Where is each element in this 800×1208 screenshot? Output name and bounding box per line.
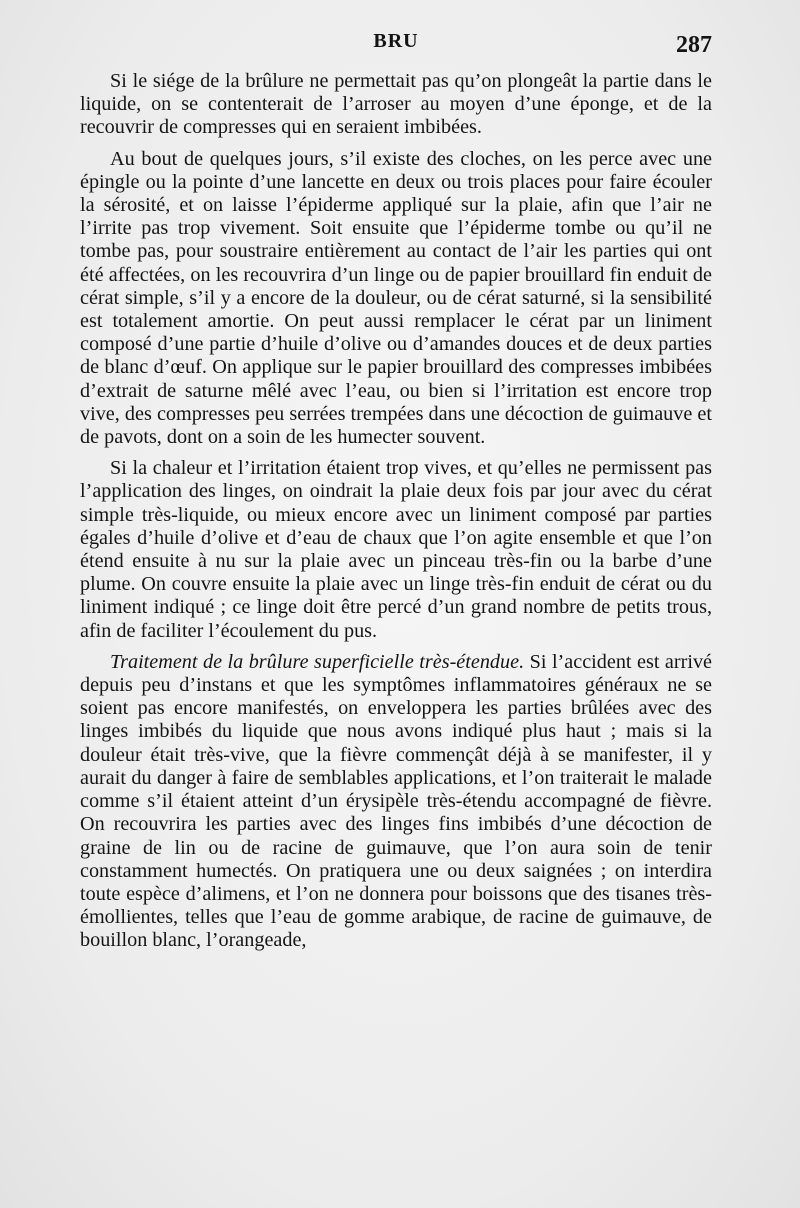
paragraph-irritation: Si la chaleur et l’irritation étaient trop vives, et qu’elles ne permissent pas l’application des linges, on oindrait la plaie deux fois par jour avec du cérat simple très-liquide, ou mieux encore avec un liniment composé par parties égales d’huile d’olive et d’eau de chaux que l’on agite ensemble et que l’on étend ensuite à nu sur la plaie avec un pinceau très-fin ou la barbe d’une plume. On couvre ensuite la plaie avec un linge très-fin enduit de cérat ou du liniment indiqué ; ce linge doit être percé d’un grand nombre de petits trous, afin de faciliter l’écoulement du pus. — [80, 457, 712, 642]
paragraph-traitement-text: Si l’accident est arrivé depuis peu d’instans et que les symptômes inflammatoires généraux ne se soient pas encore manifestés, on enveloppera les parties brûlées avec des linges imbibés du liquide que nous avons indiqué plus haut ; mais si la douleur était très-vive, que la fièvre commençât déjà à se manifester, il y aurait du danger à faire de semblables applications, et l’on traiterait le malade comme s’il étaient atteint d’un érysipèle très-étendu accompagné de fièvre. On recouvrira les parties avec des linges fins imbibés d’une décoction de graine de lin ou de racine de guimauve, que l’on aura soin de tenir constamment humectés. On pratiquera une ou deux saignées ; on interdira toute espèce d’alimens, et l’on ne donnera pour boissons que des tisanes très-émollientes, telles que l’eau de gomme arabique, de racine de guimauve, de bouillon blanc, l’orangeade, — [80, 650, 712, 952]
page-body — [80, 70, 712, 953]
paragraph-arrosage: Si le siége de la brûlure ne permettait pas qu’on plongeât la partie dans le liquide, on se contenterait de l’arroser au moyen d’une éponge, et de la recouvrir de compresses qui en seraient imbibées. — [80, 70, 712, 139]
running-head: BRU — [373, 30, 419, 52]
page-number: 287 — [676, 32, 712, 58]
paragraph-cloches: Au bout de quelques jours, s’il existe des cloches, on les perce avec une épingle ou la pointe d’une lancette en deux ou trois places pour faire écouler la sérosité, et on laisse l’épiderme appliqué sur la plaie, afin que l’air ne l’irrite pas trop vivement. Soit ensuite que l’épiderme tombe ou qu’il ne tombe pas, pour soustraire entièrement au contact de l’air les parties qui ont été affectées, on les recouvrira d’un linge ou de papier brouillard fin enduit de cérat simple, s’il y a encore de la douleur, ou de cérat saturné, si la sensibilité est totalement amortie. On peut aussi remplacer le cérat par un liniment composé d’une partie d’huile d’olive ou d’amandes douces et de deux parties de blanc d’œuf. On applique sur le papier brouillard des compresses imbibées d’extrait de saturne mêlé avec l’eau, ou bien si l’irritation est encore trop vive, des compresses peu serrées trempées dans une décoction de guimauve et de pavots, dont on a soin de les humecter souvent. — [80, 147, 712, 449]
paragraph-traitement — [80, 651, 712, 953]
page-header — [80, 30, 712, 64]
section-heading-traitement: Traitement de la brûlure superficielle très-étendue. — [110, 650, 525, 673]
